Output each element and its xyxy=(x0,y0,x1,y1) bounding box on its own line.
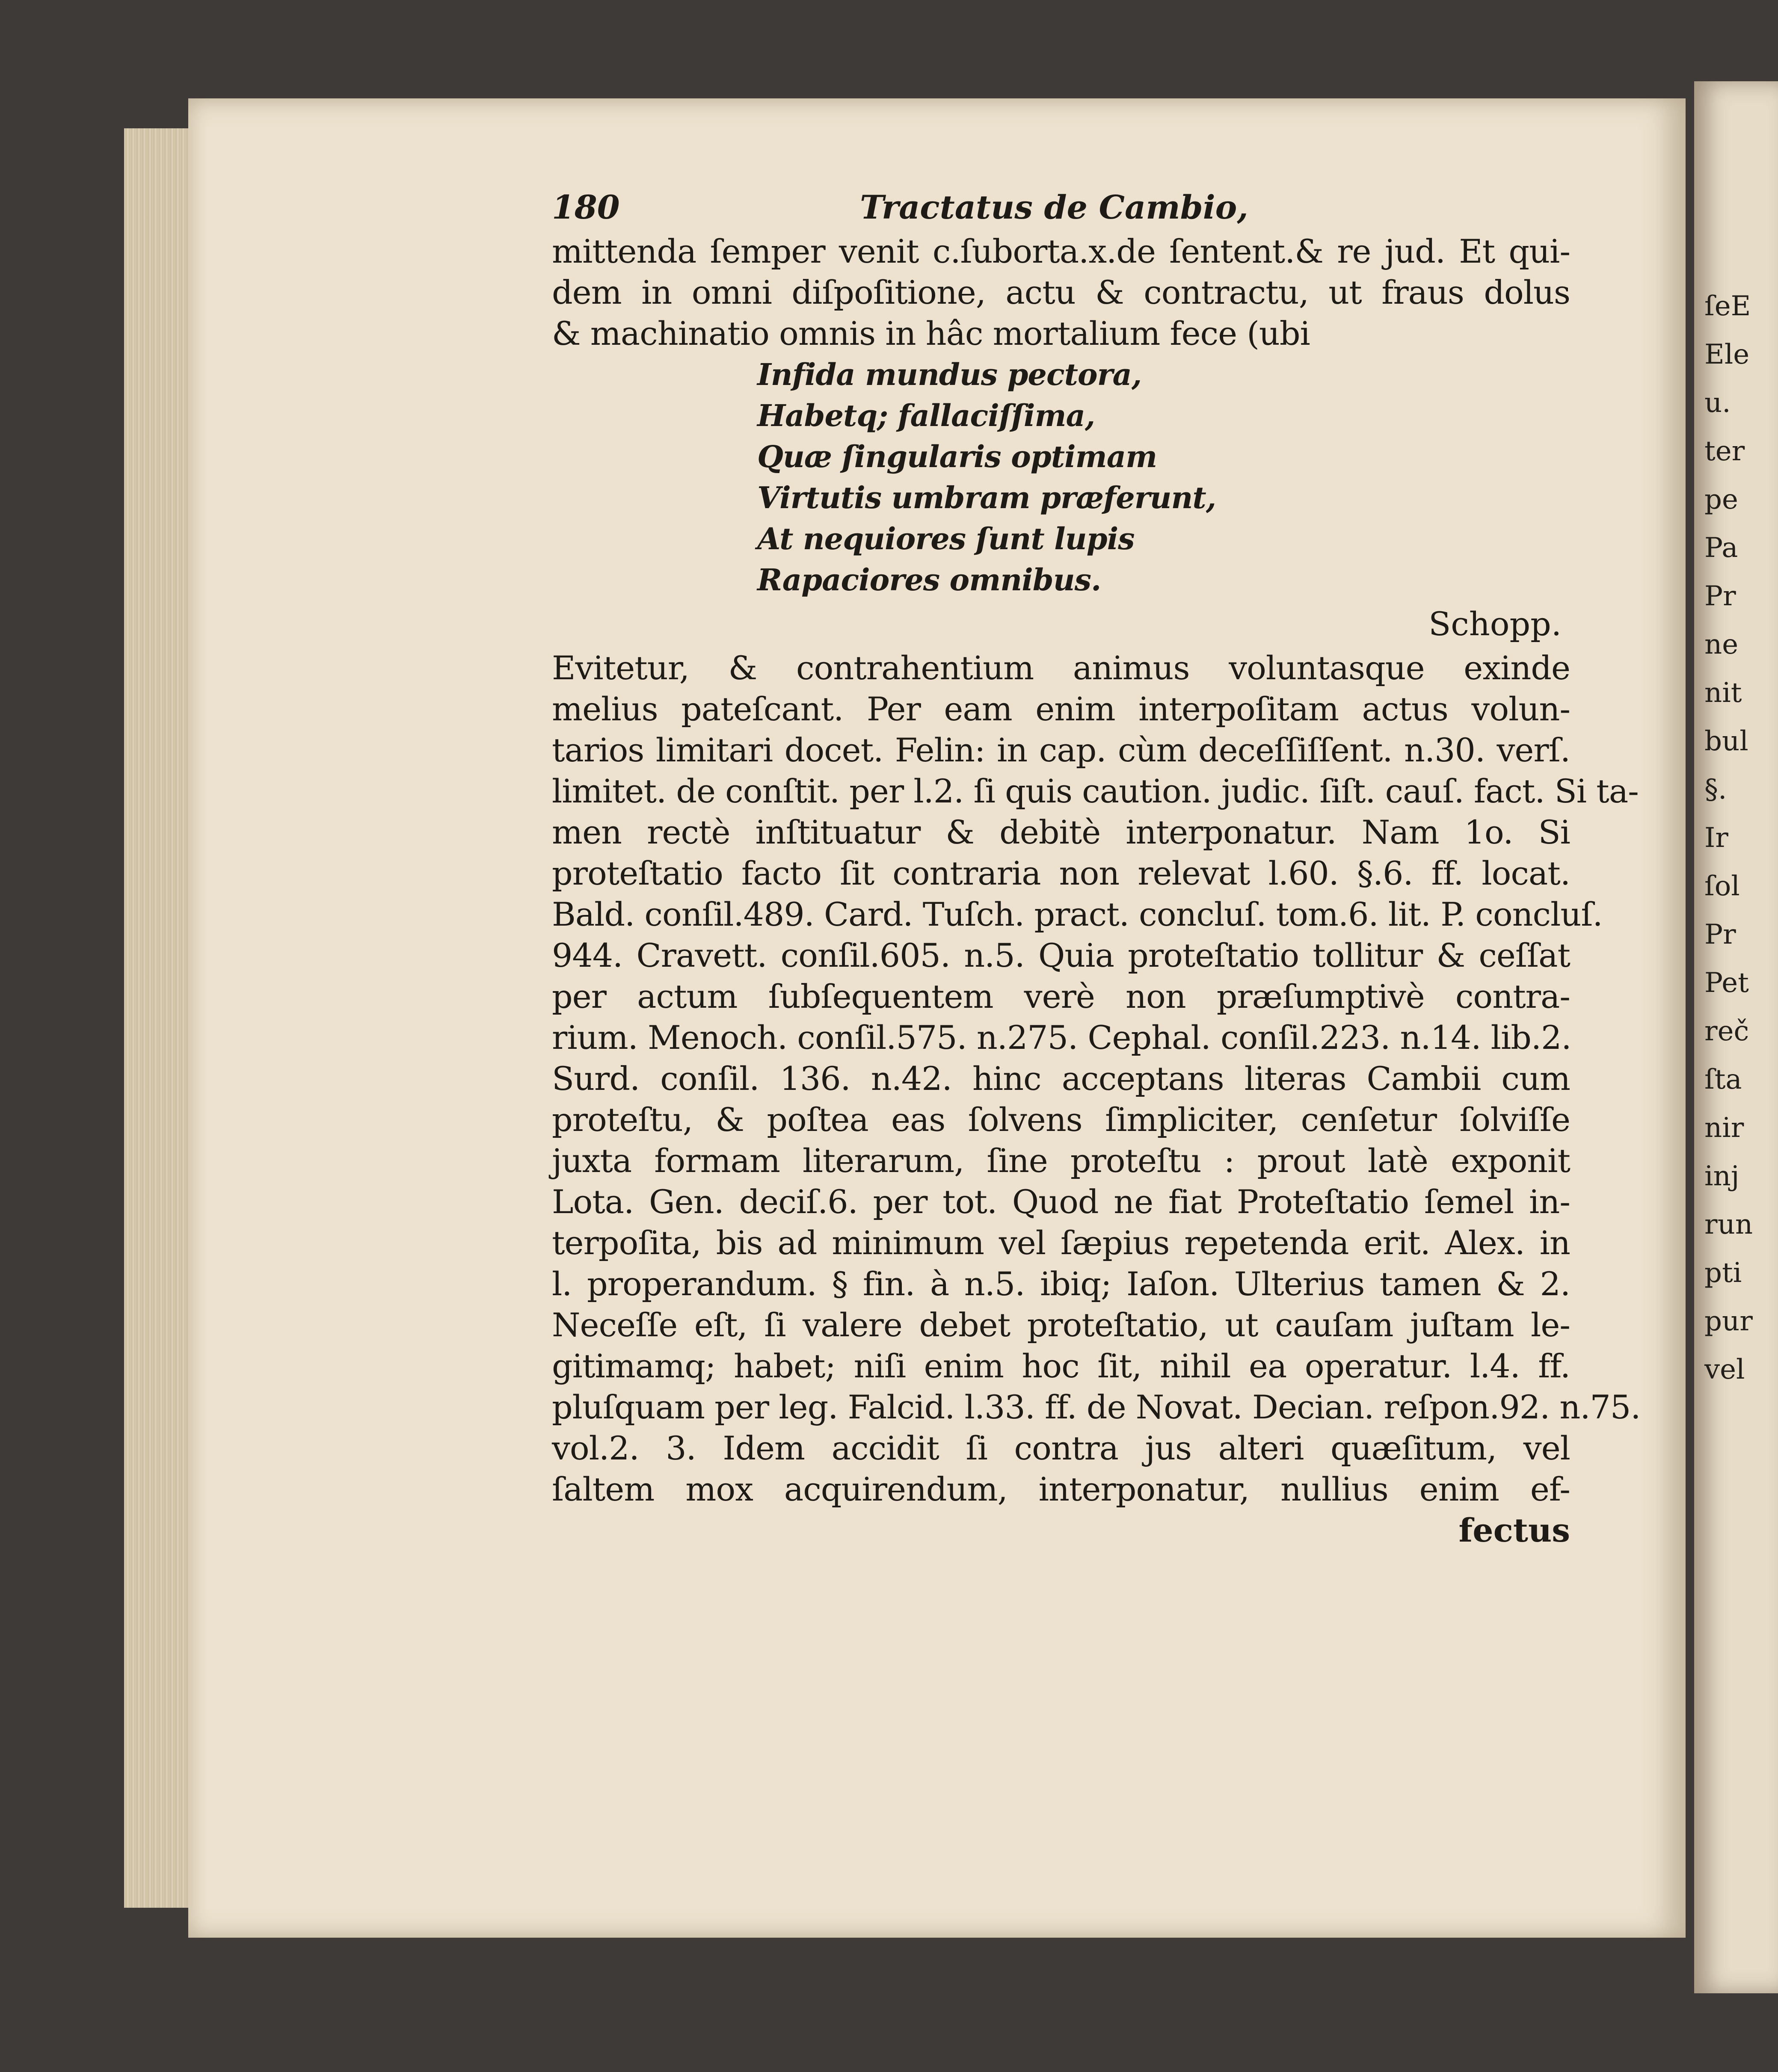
text-line: & machinatio omnis in hâc mortalium fece (ubi xyxy=(552,314,1310,352)
facing-page-word: Pa xyxy=(1704,532,1738,564)
facing-page-word: Ele xyxy=(1704,339,1750,370)
text-line: l. properandum. § fin. à n.5. ibiq; Iaſon. Ulterius tamen & 2. xyxy=(552,1265,1570,1303)
verse-line: At nequiores ſunt lupis xyxy=(757,521,1135,556)
text-line: rium. Menoch. conſil.575. n.275. Cephal. conſil.223. n.14. lib.2. xyxy=(552,1018,1571,1057)
verse-line: Infida mundus pectora, xyxy=(757,357,1142,392)
text-line: Surd. conſil. 136. n.42. hinc acceptans literas Cambii cum xyxy=(552,1060,1570,1098)
text-line: Bald. conſil.489. Card. Tuſch. pract. concluſ. tom.6. lit. P. concluſ. xyxy=(552,895,1603,933)
facing-page-word: nir xyxy=(1704,1112,1744,1144)
text-line: mittenda ſemper venit c.ſuborta.x.de ſentent.& re jud. Et qui- xyxy=(552,232,1570,270)
facing-page-word: pti xyxy=(1704,1257,1742,1289)
page-text xyxy=(552,180,1641,1551)
facing-page-word: Pet xyxy=(1704,967,1749,999)
text-line: proteſtu, & poſtea eas ſolvens ſimpliciter, cenſetur ſolviſſe xyxy=(552,1101,1570,1139)
facing-page-word: inj xyxy=(1704,1160,1739,1192)
text-line: gitimamq; habet; niſi enim hoc ſit, nihil ea operatur. l.4. ff. xyxy=(552,1347,1570,1385)
facing-page-word: ne xyxy=(1704,629,1739,660)
facing-page-fragments xyxy=(1704,282,1753,1394)
facing-page-word: Ir xyxy=(1704,822,1728,854)
facing-page-word: reč xyxy=(1704,1015,1749,1047)
facing-page-word: u. xyxy=(1704,387,1731,419)
text-line: limitet. de conſtit. per l.2. ſi quis caution. judic. ſiſt. cauſ. fact. Si ta- xyxy=(552,772,1639,810)
text-line: per actum ſubſequentem verè non præſumptivè contra- xyxy=(552,977,1570,1015)
running-head xyxy=(552,180,1570,231)
verse-line: Virtutis umbram præferunt, xyxy=(757,480,1216,515)
facing-page-word: pur xyxy=(1704,1305,1753,1337)
facing-page-word: §. xyxy=(1704,774,1727,805)
facing-page-word: vel xyxy=(1704,1354,1745,1385)
facing-page-word: bul xyxy=(1704,725,1748,757)
running-head-title: Tractatus de Cambio, xyxy=(860,188,1248,226)
text-line: ſaltem mox acquirendum, interponatur, nullius enim ef- xyxy=(552,1470,1570,1508)
verse-quotation xyxy=(552,354,1570,601)
text-line: pluſquam per leg. Falcid. l.33. ff. de Novat. Decian. reſpon.92. n.75. xyxy=(552,1388,1641,1426)
text-line: vol.2. 3. Idem accidit ſi contra jus alteri quæſitum, vel xyxy=(552,1429,1570,1467)
verse-line: Rapaciores omnibus. xyxy=(757,562,1101,598)
facing-page-word: ter xyxy=(1704,435,1745,467)
text-line: 944. Cravett. conſil.605. n.5. Quia proteſtatio tollitur & ceſſat xyxy=(552,936,1570,974)
text-line: juxta formam literarum, ſine proteſtu : prout latè exponit xyxy=(552,1142,1570,1180)
catchword: fectus xyxy=(1458,1511,1570,1549)
text-line: dem in omni diſpoſitione, actu & contractu, ut fraus dolus xyxy=(552,273,1570,311)
paragraph-opening xyxy=(552,231,1570,354)
facing-page-word: ſta xyxy=(1704,1064,1742,1095)
facing-page-word: ſeE xyxy=(1704,290,1751,322)
text-line: proteſtatio facto ſit contraria non relevat l.60. §.6. ff. locat. xyxy=(552,854,1570,892)
text-line: Lota. Gen. deciſ.6. per tot. Quod ne fiat Proteſtatio ſemel in- xyxy=(552,1183,1570,1221)
page-number: 180 xyxy=(552,188,620,226)
text-line: Evitetur, & contrahentium animus voluntasque exinde xyxy=(552,649,1570,687)
paragraph-continuation xyxy=(552,648,1641,1510)
facing-page-word: Pr xyxy=(1704,919,1736,950)
facing-page-word: Pr xyxy=(1704,580,1736,612)
facing-page-word: nit xyxy=(1704,677,1742,709)
text-line: melius pateſcant. Per eam enim interpoſitam actus volun- xyxy=(552,690,1570,728)
facing-page-word: pe xyxy=(1704,484,1738,515)
facing-page xyxy=(1694,81,1778,1993)
verse-attribution: Schopp. xyxy=(1428,605,1562,643)
text-line: terpoſita, bis ad minimum vel ſæpius repetenda erit. Alex. in xyxy=(552,1224,1570,1262)
facing-page-word: ſol xyxy=(1704,870,1740,902)
facing-page-word: run xyxy=(1704,1209,1753,1240)
text-line: men rectè inſtituatur & debitè interponatur. Nam 1o. Si xyxy=(552,813,1570,851)
text-line: tarios limitari docet. Felin: in cap. cùm deceſſiſſent. n.30. verſ. xyxy=(552,731,1570,769)
verse-line: Quæ ſingularis optimam xyxy=(757,439,1157,474)
text-line: Neceſſe eſt, ſi valere debet proteſtatio, ut cauſam juſtam le- xyxy=(552,1306,1570,1344)
verse-line: Habetq; fallaciſſima, xyxy=(757,398,1095,433)
